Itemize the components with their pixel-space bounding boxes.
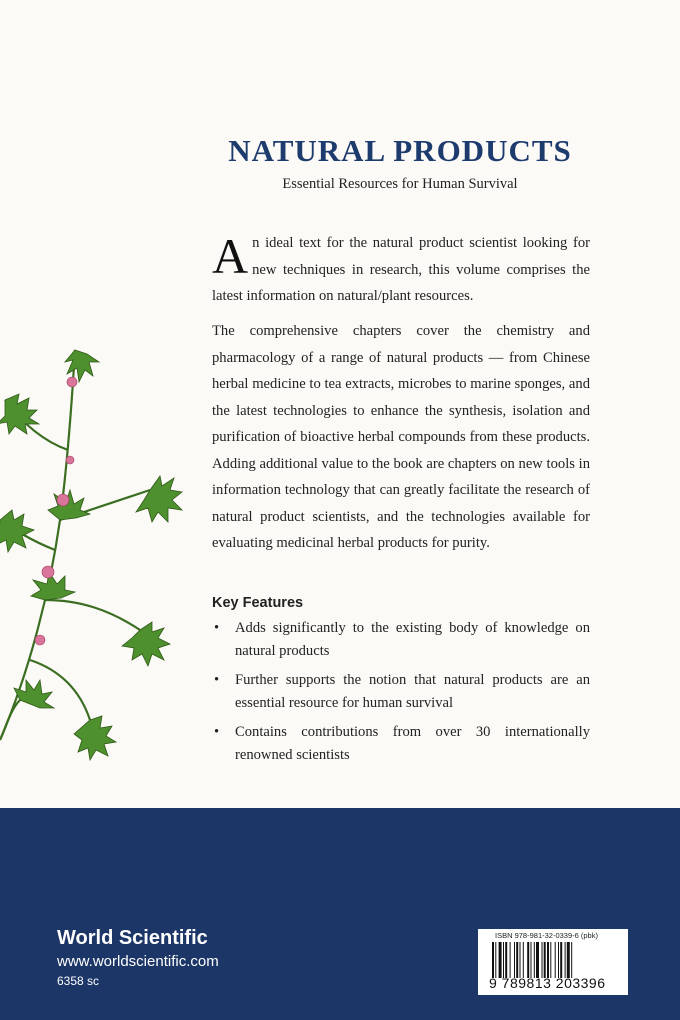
barcode-bar bbox=[558, 942, 559, 978]
barcode-bar bbox=[527, 942, 529, 978]
barcode-bar bbox=[550, 942, 551, 978]
barcode-bar bbox=[514, 942, 515, 978]
barcode-icon bbox=[492, 942, 616, 978]
barcode-bar bbox=[531, 942, 532, 978]
catalog-code: 6358 sc bbox=[57, 974, 100, 988]
drop-cap: A bbox=[212, 228, 249, 284]
list-item bbox=[212, 721, 590, 767]
barcode-bar bbox=[555, 942, 556, 978]
feature-text: Contains contributions from over 30 internationally renowned scientists bbox=[235, 724, 590, 763]
barcode-panel bbox=[478, 929, 628, 995]
barcode-bar bbox=[499, 942, 502, 978]
barcode-bar bbox=[516, 942, 518, 978]
barcode-bar bbox=[544, 942, 546, 978]
barcode-bar bbox=[565, 942, 566, 978]
barcode-bar bbox=[534, 942, 535, 978]
feature-text: Further supports the notion that natural products are an essential resource for human survival bbox=[235, 672, 590, 711]
barcode-bar bbox=[567, 942, 570, 978]
list-item bbox=[212, 617, 590, 663]
feature-text: Adds significantly to the existing body of knowledge on natural products bbox=[235, 620, 590, 659]
book-title: NATURAL PRODUCTS bbox=[228, 133, 572, 168]
barcode-bar bbox=[520, 942, 521, 978]
barcode-bar bbox=[542, 942, 543, 978]
intro-paragraph bbox=[212, 230, 590, 310]
list-item bbox=[212, 669, 590, 715]
book-subtitle: Essential Resources for Human Survival bbox=[282, 176, 518, 192]
barcode-number: 9 789813 203396 bbox=[489, 975, 606, 991]
barcode-bar bbox=[503, 942, 504, 978]
publisher-website: www.worldscientific.com bbox=[57, 953, 219, 970]
bullet-icon: • bbox=[214, 724, 220, 740]
barcode-bar bbox=[536, 942, 539, 978]
barcode-bar bbox=[505, 942, 507, 978]
barcode-bar bbox=[510, 942, 511, 978]
bullet-icon: • bbox=[214, 620, 220, 636]
key-features-heading: Key Features bbox=[212, 595, 304, 611]
herbal-plant-illustration bbox=[0, 340, 200, 780]
barcode-bar bbox=[560, 942, 562, 978]
publisher-name: World Scientific bbox=[57, 927, 208, 949]
barcode-bar bbox=[571, 942, 572, 978]
barcode-bar bbox=[547, 942, 549, 978]
intro-text: n ideal text for the natural product scientist looking for new techniques in research, this volume comprises the latest information on natural/plant resources. bbox=[212, 235, 590, 304]
key-features-list bbox=[212, 617, 590, 773]
description-paragraph: The comprehensive chapters cover the chemistry and pharmacology of a range of natural products — from Chinese herbal medicine to tea extracts, microbes to marine sponges, and the latest technologies to enhance the synthesis, isolation and purification of bioactive herbal compounds from these products. Adding additional value to the book are chapters on new tools in information technology that can greatly facilitate the research of natural product scientists, and the technologies available for evaluating medicinal herbal products for purity. bbox=[212, 323, 590, 551]
barcode-bar bbox=[523, 942, 524, 978]
barcode-bar bbox=[492, 942, 494, 978]
barcode-bar bbox=[495, 942, 496, 978]
bullet-icon: • bbox=[214, 672, 220, 688]
isbn-text: ISBN 978-981-32-0339-6 (pbk) bbox=[495, 931, 598, 940]
